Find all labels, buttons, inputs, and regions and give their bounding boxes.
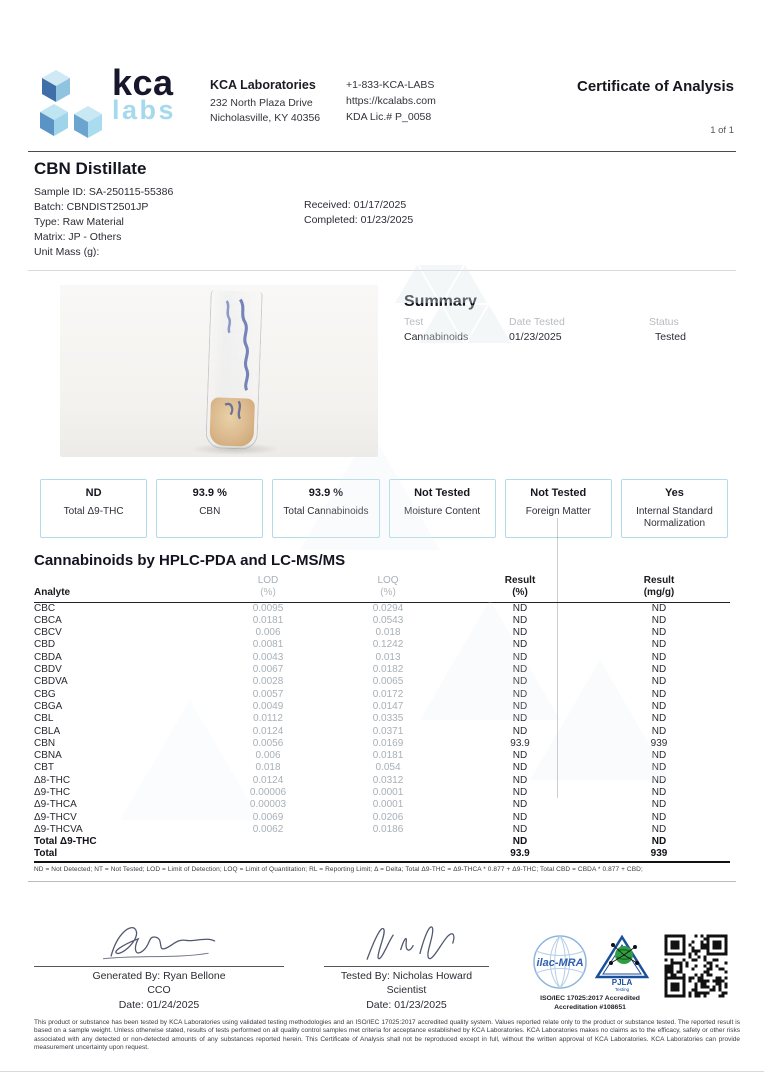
result-box-value: 93.9 % [308, 486, 344, 499]
disclaimer-text: This product or substance has been tested by KCA Laboratories using validated testing methodologies and an ISO/IEC 17025:2017 accredited quality system. Values reported relate only to the product or substance tested. The reported result is based on a sample weight. Unless otherwise stated, results of tests performed on all quality control samples met criteria for acceptance established by KCA Laboratories. KCA Laboratories makes no claims as to the efficacy, safety or other risks associated with any detected or non-detected amounts of any substances reported herein. This Certificate of Analysis shall not be reproduced except in full, without the written approval of KCA Laboratories. KCA Laboratories can provide measurement uncertainty upon request. [34, 1018, 740, 1052]
col-header-lod: LOD (%) [257, 574, 279, 599]
cell-lod: 0.00003 [249, 799, 287, 811]
cell-result-pct: ND [512, 836, 528, 848]
col-header-loq: LOQ (%) [377, 574, 399, 599]
cell-lod [212, 836, 324, 848]
pjla-sub-label: Testing [614, 986, 630, 992]
product-title: CBN Distillate [34, 159, 147, 178]
result-box-moisture [389, 479, 496, 538]
col-header-result-pct: Result (%) [504, 574, 536, 599]
signature-section [0, 882, 764, 1013]
sample-batch: Batch: CBNDIST2501JP [34, 200, 149, 213]
cell-result-mgg: ND [651, 750, 667, 762]
cell-lod: 0.0043 [252, 651, 284, 663]
generated-by-title: CCO [147, 984, 171, 997]
cell-result-pct: ND [512, 688, 528, 700]
cell-loq: 0.0181 [372, 750, 404, 762]
cell-loq: 0.0186 [372, 823, 404, 835]
cell-result-pct: ND [512, 823, 528, 835]
kca-logo [34, 62, 210, 142]
cell-analyte: Total [34, 848, 58, 860]
cell-lod: 0.0112 [253, 713, 283, 725]
cell-analyte: CBCA [34, 614, 62, 626]
cell-analyte: CBDV [34, 664, 62, 676]
result-box-label: CBN [199, 505, 221, 517]
summary-value-status: Tested [655, 330, 686, 343]
ilac-mra-logo-icon [529, 933, 591, 993]
cell-loq: 0.0294 [372, 602, 404, 614]
col-header-result-mgg: Result (mg/g) [643, 574, 675, 599]
cell-loq: 0.018 [375, 627, 401, 639]
cell-result-mgg: ND [651, 823, 667, 835]
cell-analyte: Total Δ9-THC [34, 836, 97, 848]
sample-unit-mass: Unit Mass (g): [34, 245, 100, 258]
cell-loq: 0.0065 [372, 676, 404, 688]
cell-analyte: Δ8-THC [34, 774, 71, 786]
table-row [34, 615, 730, 627]
col-header-analyte: Analyte [34, 587, 71, 599]
cell-lod: 0.0081 [252, 639, 284, 651]
cell-result-mgg: ND [651, 762, 667, 774]
table-row [34, 689, 730, 701]
result-boxes [0, 461, 764, 538]
cell-analyte: CBNA [34, 750, 62, 762]
cell-analyte: CBDA [34, 651, 62, 663]
tested-by-date: Date: 01/23/2025 [366, 999, 447, 1012]
cell-analyte: CBN [34, 737, 56, 749]
brand-labs: labs [112, 95, 177, 126]
sample-id: Sample ID: SA-250115-55386 [34, 186, 174, 198]
cell-result-mgg: ND [651, 799, 667, 811]
cell-loq: 0.0147 [372, 700, 404, 712]
tested-by-block [324, 922, 489, 1013]
qr-code [663, 933, 729, 1004]
cell-loq: 0.0371 [372, 725, 404, 737]
cell-result-mgg: ND [651, 725, 667, 737]
table-row [34, 750, 730, 762]
table-row [34, 676, 730, 688]
cell-loq: 0.0172 [372, 688, 404, 700]
document-title: Certificate of Analysis [577, 78, 734, 95]
cell-result-pct: ND [512, 676, 528, 688]
signature-line [324, 966, 489, 967]
table-row [34, 713, 730, 725]
cell-loq: 0.0543 [372, 614, 404, 626]
result-box-label: Internal Standard Normalization [636, 505, 713, 530]
result-box-label: Foreign Matter [525, 505, 591, 517]
tested-by-title: Scientist [386, 984, 427, 997]
table-row [34, 848, 730, 861]
accreditation-number: Accreditation #108651 [554, 1004, 626, 1012]
sample-vial [205, 290, 262, 450]
cell-loq: 0.0206 [372, 811, 404, 823]
date-received: Received: 01/17/2025 [304, 199, 407, 211]
cell-analyte: Δ9-THCA [34, 799, 77, 811]
cell-result-pct: ND [512, 627, 528, 639]
table-row [34, 836, 730, 848]
cell-result-pct: 93.9 [510, 737, 530, 749]
cell-result-mgg: 939 [650, 737, 668, 749]
result-box-label: Moisture Content [404, 505, 481, 517]
vial-handwriting [206, 290, 261, 449]
cell-lod: 0.00006 [249, 786, 287, 798]
cell-result-pct: ND [512, 750, 528, 762]
table-row [34, 824, 730, 836]
cell-result-mgg: ND [651, 627, 667, 639]
table-row [34, 602, 730, 615]
lab-address-1: 232 North Plaza Drive [210, 97, 313, 110]
cell-loq: 0.054 [375, 762, 401, 774]
cell-analyte: CBLA [34, 725, 61, 737]
summary-value-date: 01/23/2025 [509, 330, 562, 343]
cell-loq: 0.1242 [372, 639, 404, 651]
table-row [34, 627, 730, 639]
lab-name: KCA Laboratories [210, 78, 316, 92]
cell-result-pct: ND [512, 725, 528, 737]
cell-analyte: Δ9-THCVA [34, 823, 83, 835]
cell-lod: 0.0028 [252, 676, 284, 688]
result-box-total-cannabinoids [272, 479, 379, 538]
cell-result-mgg: ND [651, 774, 667, 786]
table-row [34, 701, 730, 713]
cell-lod: 0.0124 [252, 774, 284, 786]
cell-analyte: CBDVA [34, 676, 68, 688]
cell-lod: 0.0124 [252, 725, 284, 737]
table-row [34, 787, 730, 799]
result-box-value: Not Tested [530, 486, 587, 499]
sample-info [0, 183, 764, 270]
cell-analyte: Δ9-THC [34, 786, 71, 798]
page-edge-line [0, 1071, 764, 1072]
cell-result-mgg: ND [651, 614, 667, 626]
cell-lod: 0.006 [255, 627, 281, 639]
cell-lod: 0.0095 [252, 602, 284, 614]
cell-lod: 0.0069 [252, 811, 284, 823]
accreditation-block [529, 933, 729, 1013]
cell-result-mgg: ND [651, 786, 667, 798]
cell-result-pct: ND [512, 602, 528, 614]
cell-result-pct: ND [512, 811, 528, 823]
cell-result-mgg: ND [651, 688, 667, 700]
iso-accreditation-line: ISO/IEC 17025:2017 Accredited [540, 994, 640, 1002]
cell-lod: 0.018 [255, 762, 281, 774]
cell-loq: 0.0312 [372, 774, 404, 786]
cell-result-pct: ND [512, 614, 528, 626]
generated-by-date: Date: 01/24/2025 [118, 999, 200, 1012]
cell-result-mgg: ND [651, 676, 667, 688]
scan-fold-line [557, 518, 558, 798]
lab-website: https://kcalabs.com [346, 94, 436, 107]
date-completed: Completed: 01/23/2025 [304, 213, 414, 226]
cell-result-mgg: ND [651, 836, 667, 848]
result-box-label: Total Δ9-THC [63, 505, 124, 517]
summary-value-test: Cannabinoids [404, 330, 469, 343]
cell-lod: 0.0056 [252, 737, 284, 749]
cell-result-pct: ND [512, 799, 528, 811]
cell-loq: 0.013 [375, 651, 401, 663]
sample-photo [60, 285, 378, 457]
cell-result-pct: ND [512, 700, 528, 712]
cell-lod: 0.0062 [252, 823, 284, 835]
cell-result-pct: ND [512, 639, 528, 651]
cell-lod: 0.006 [255, 750, 281, 762]
tested-by-name: Tested By: Nicholas Howard [340, 969, 473, 982]
result-box-value: Yes [664, 486, 684, 499]
result-box-total-d9-thc [40, 479, 147, 538]
cell-result-pct: ND [512, 774, 528, 786]
summary-section [378, 285, 734, 461]
table-footnote: ND = Not Detected; NT = Not Tested; LOD = Limit of Detection; LOQ = Limit of Quantitation; RL = Reporting Limit; Δ = Delta; Total Δ9-THC = Δ9-THCA * 0.877 + Δ9-THC; Total CBD = CBDA * 0.877 + CBD; [34, 865, 643, 873]
cell-lod [212, 848, 324, 861]
generated-by-name: Generated By: Ryan Bellone [92, 969, 226, 982]
result-box-value: Not Tested [414, 486, 471, 499]
cell-result-pct: 93.9 [510, 848, 530, 860]
ilac-mra-label: ilac-MRA [536, 956, 584, 969]
lab-license: KDA Lic.# P_0058 [346, 110, 432, 123]
lab-phone: +1-833-KCA-LABS [346, 79, 435, 91]
cell-analyte: Δ9-THCV [34, 811, 77, 823]
cell-result-mgg: ND [651, 664, 667, 676]
kca-cubes-icon [34, 66, 106, 142]
cell-result-mgg: ND [651, 811, 667, 823]
cell-loq: 0.0001 [372, 786, 404, 798]
cell-result-pct: ND [512, 664, 528, 676]
cell-result-pct: ND [512, 786, 528, 798]
cell-lod: 0.0049 [252, 700, 284, 712]
cell-loq: 0.0182 [372, 664, 404, 676]
table-row [34, 639, 730, 651]
table-row [34, 812, 730, 824]
cell-loq: 0.0335 [372, 713, 404, 725]
page-count: 1 of 1 [710, 125, 734, 136]
cell-result-mgg: ND [651, 602, 667, 614]
cell-analyte: CBC [34, 602, 56, 614]
cell-result-pct: ND [512, 762, 528, 774]
cell-loq [324, 836, 452, 848]
cell-analyte: CBG [34, 688, 56, 700]
generated-by-signature-icon [74, 918, 244, 966]
analyte-table [34, 575, 730, 863]
cell-lod: 0.0057 [252, 688, 284, 700]
cell-result-mgg: ND [651, 700, 667, 712]
summary-col-status: Status [649, 315, 679, 328]
generated-by-block [34, 922, 284, 1013]
analyte-table-body [34, 602, 730, 862]
cell-result-pct: ND [512, 713, 528, 725]
cell-analyte: CBCV [34, 627, 62, 639]
result-box-foreign-matter [505, 479, 612, 538]
result-box-label: Total Cannabinoids [283, 505, 369, 517]
cannabinoids-section-title: Cannabinoids by HPLC-PDA and LC-MS/MS [34, 551, 346, 569]
cell-loq: 0.0001 [372, 799, 404, 811]
cell-analyte: CBT [34, 762, 54, 774]
summary-title: Summary [404, 292, 477, 310]
result-box-value: 93.9 % [192, 486, 227, 499]
signature-line [34, 966, 284, 967]
cell-lod: 0.0181 [252, 614, 284, 626]
summary-col-test: Test [404, 315, 424, 328]
cell-result-mgg: 939 [650, 848, 668, 860]
cell-result-mgg: ND [651, 713, 667, 725]
cell-analyte: CBL [34, 713, 54, 725]
cell-result-mgg: ND [651, 651, 667, 663]
sample-matrix: Matrix: JP - Others [34, 230, 122, 243]
summary-col-date: Date Tested [509, 315, 565, 328]
cell-result-pct: ND [512, 651, 528, 663]
result-box-internal-standard [621, 479, 728, 538]
cell-result-mgg: ND [651, 639, 667, 651]
sample-type: Type: Raw Material [34, 215, 124, 228]
cell-analyte: CBD [34, 639, 56, 651]
table-row [34, 762, 730, 774]
result-box-cbn [156, 479, 263, 538]
table-row [34, 738, 730, 750]
header [0, 0, 764, 142]
result-box-value: ND [85, 486, 102, 499]
table-row [34, 775, 730, 787]
lab-address-2: Nicholasville, KY 40356 [210, 112, 321, 125]
cell-analyte: CBGA [34, 700, 63, 712]
cell-loq [324, 848, 452, 861]
table-row [34, 652, 730, 664]
cell-lod: 0.0067 [252, 664, 284, 676]
pjla-label: PJLA [611, 977, 633, 987]
table-row [34, 664, 730, 676]
tested-by-signature-icon [332, 918, 482, 966]
table-row [34, 726, 730, 738]
brand-kca: kca [112, 62, 174, 103]
pjla-logo-icon [593, 933, 651, 993]
cell-loq: 0.0169 [372, 737, 404, 749]
table-row [34, 799, 730, 811]
